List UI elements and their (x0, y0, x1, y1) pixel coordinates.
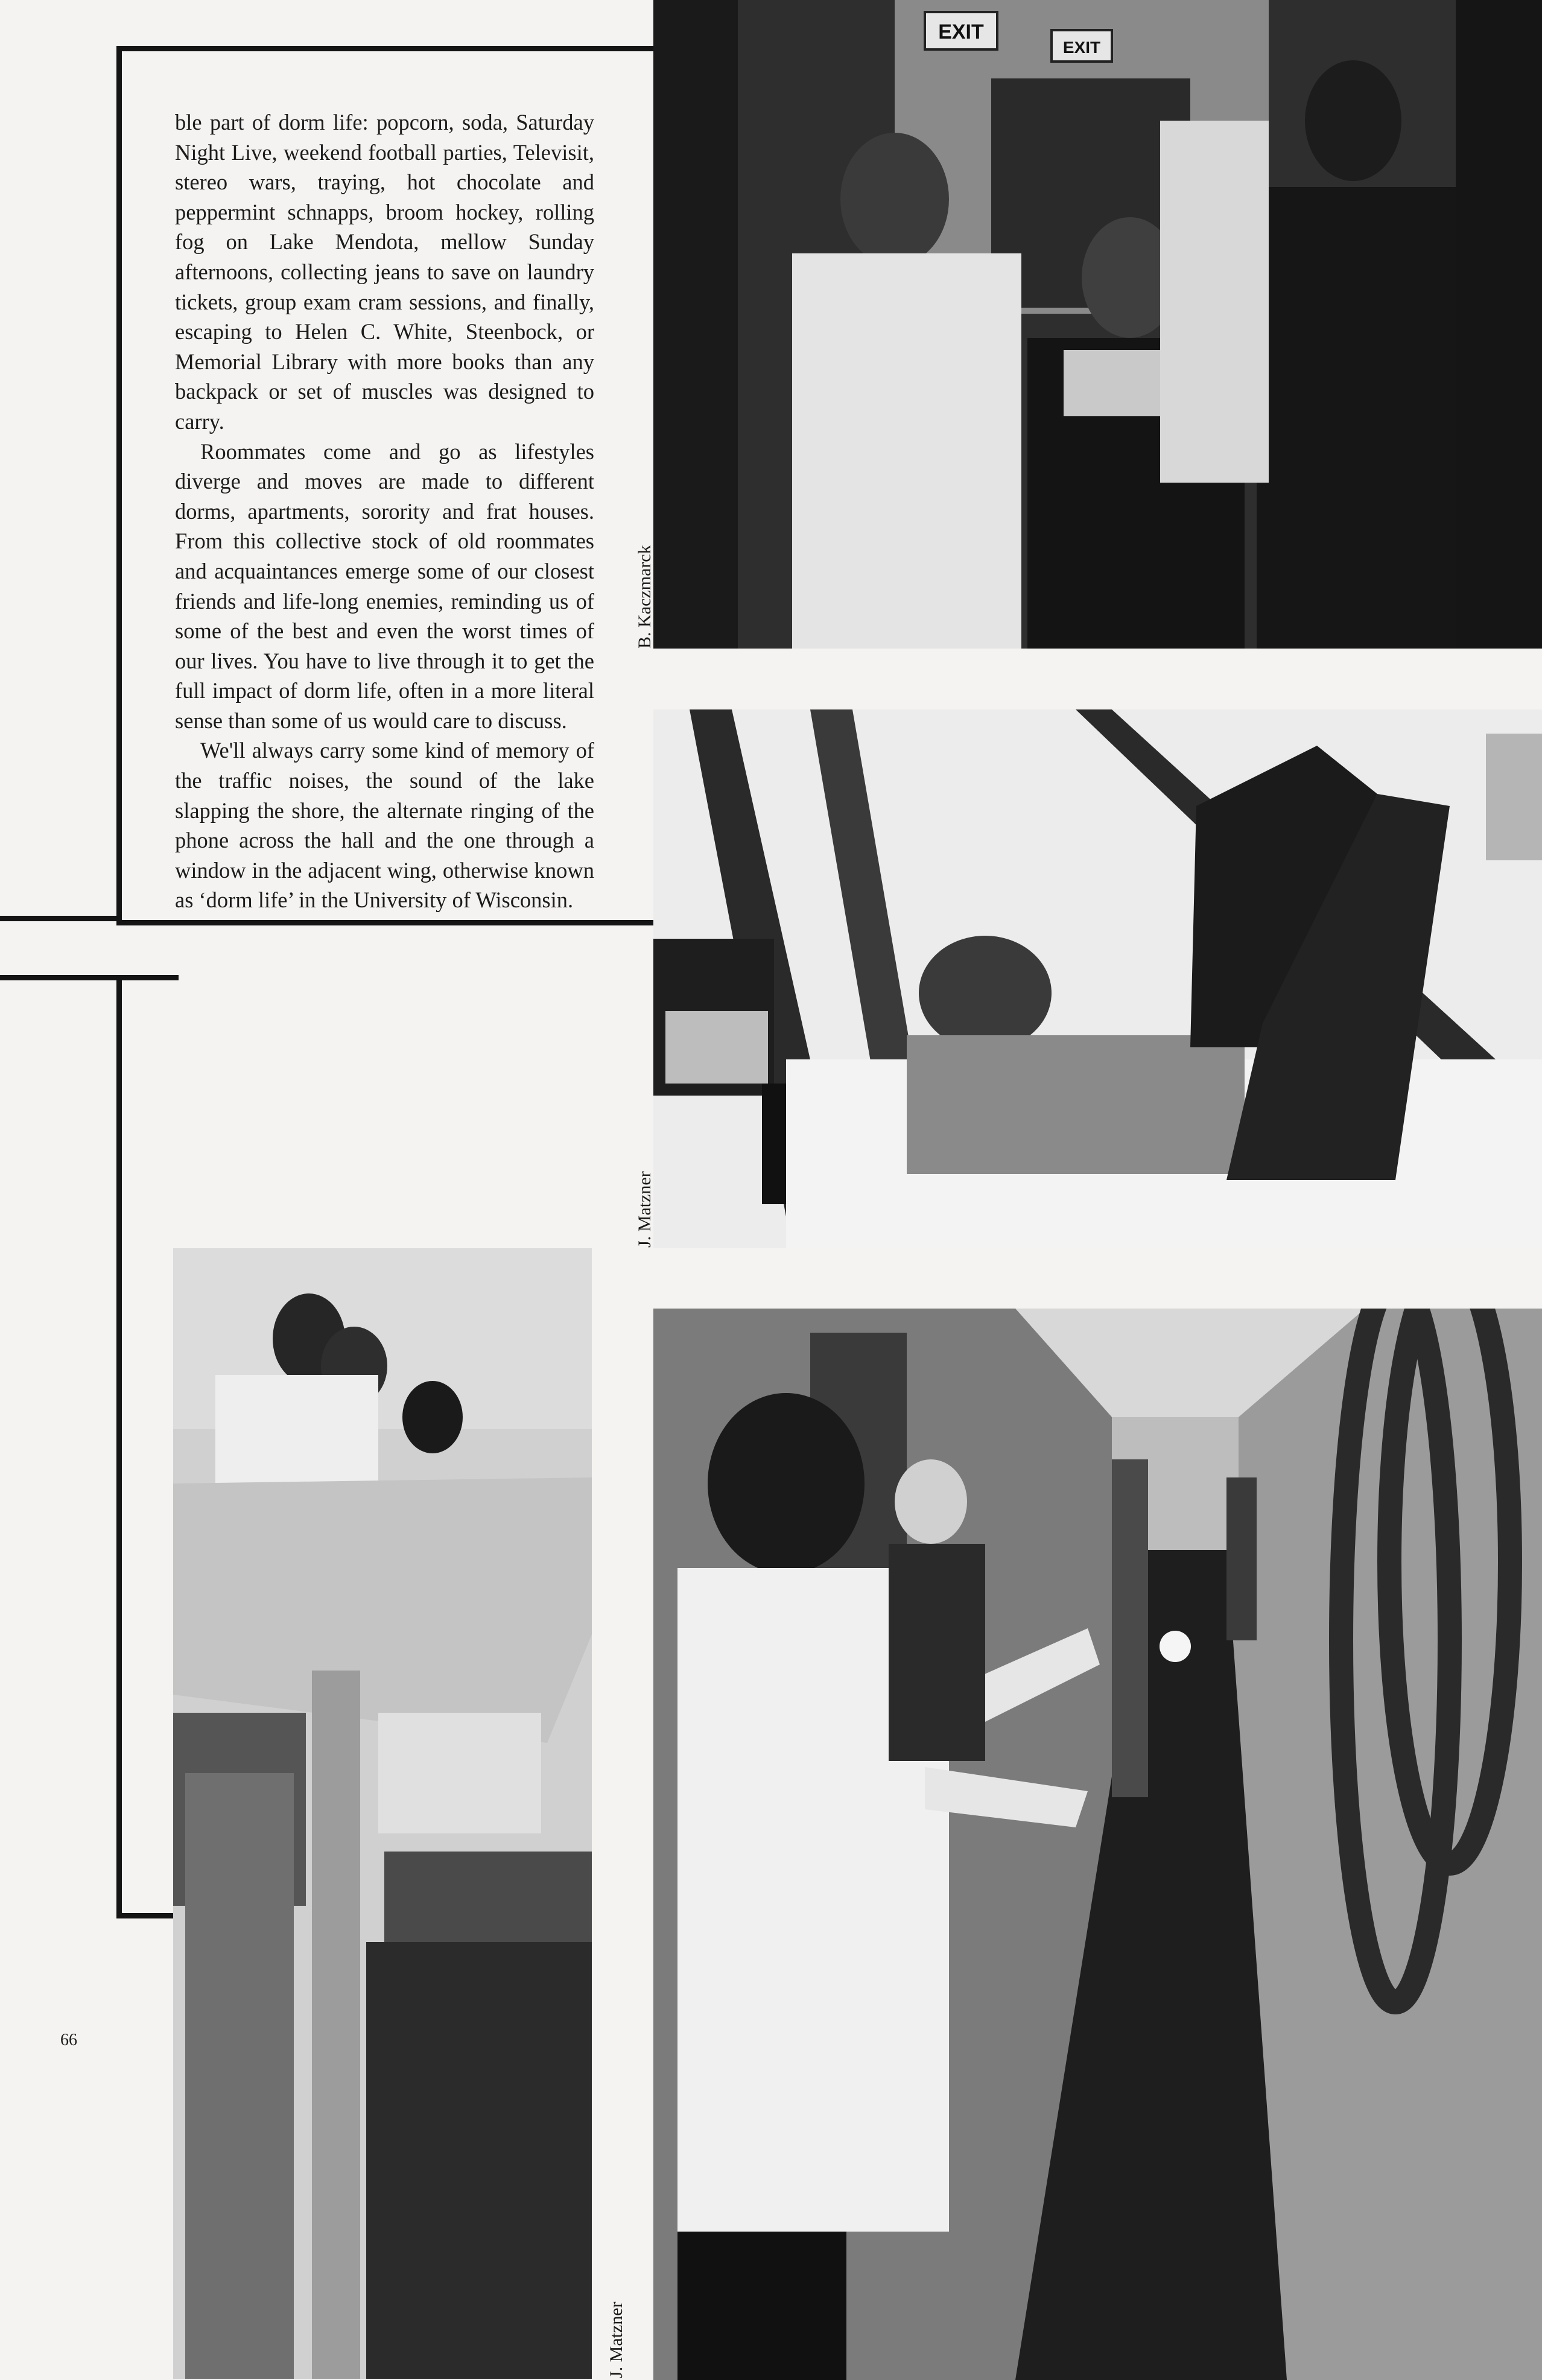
article-text (175, 107, 594, 915)
photo-loft-bed-image (173, 1248, 592, 2379)
photo-credit-matzner-1: J. Matzner (635, 1171, 655, 1248)
page-number: 66 (60, 2031, 77, 2049)
photo-corridor-ball-image (653, 1309, 1542, 2380)
photo-hallway-party (653, 0, 1542, 649)
paragraph-3: We'll always carry some kind of memory of the traffic noises, the sound of the lake slapping the shore, the alternate ringing of the phone across the hall and the one through a window in the adjacent wing, otherwise known as ‘dorm life’ in the University of Wisconsin. (175, 738, 594, 913)
photo-phone-call-image (653, 709, 1542, 1248)
exit-sign-2: EXIT (1062, 38, 1101, 57)
photo-credit-kaczmarck: B. Kaczmarck (635, 545, 655, 649)
photo-corridor-ball (653, 1309, 1542, 2380)
paragraph-1: ble part of dorm life: popcorn, soda, Saturday Night Live, weekend football parties, Televisit, stereo wars, traying, hot chocolate and peppermint schnapps, broom hockey, rolling fog on Lake Mendota, mellow Sunday afternoons, collecting jeans to save on laundry tickets, group exam cram sessions, and finally, escaping to Helen C. White, Steenbock, or Memorial Library with more books than any backpack or set of muscles was designed to carry. (175, 110, 594, 434)
paragraph-2: Roommates come and go as lifestyles diverge and moves are made to different dorms, apartments, sorority and frat houses. From this collective stock of old roommates and acquaintances emerge some of our closest friends and life-long enemies, reminding us of some of the best and even the worst times of our lives. You have to live through it to get the full impact of dorm life, often in a more literal sense than some of us would care to discuss. (175, 439, 594, 733)
border-bracket-bottom (116, 975, 179, 1918)
border-bracket-bottom-cap (0, 975, 122, 980)
photo-hallway-party-image (653, 0, 1542, 649)
photo-loft-bed (173, 1248, 592, 2379)
photo-credit-matzner-2: J. Matzner (606, 2302, 626, 2378)
exit-sign-1: EXIT (938, 21, 984, 43)
photo-phone-call (653, 709, 1542, 1248)
border-bracket-top-cap (0, 916, 122, 921)
